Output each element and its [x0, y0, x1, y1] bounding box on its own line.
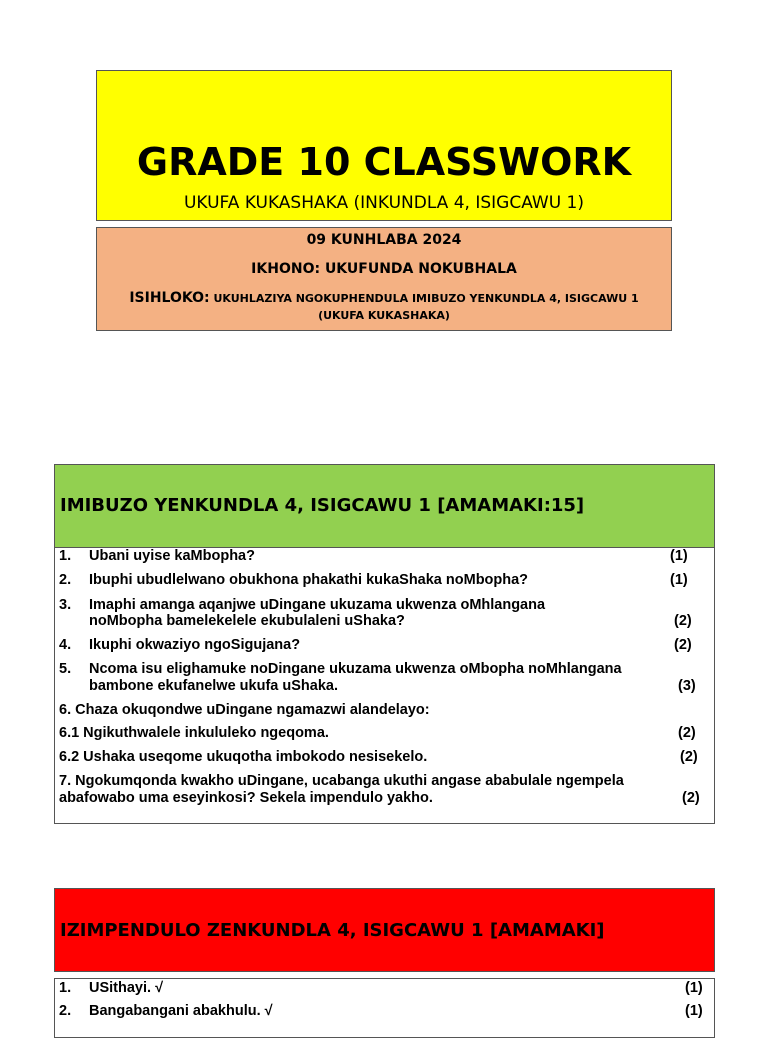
question-mark: (1) — [670, 572, 688, 588]
question-mark: (2) — [678, 725, 696, 741]
question-7-line-2: abafowabo uma eseyinkosi? Sekela impendulo yakho. — [59, 790, 433, 806]
question-6: 6. Chaza okuqondwe uDingane ngamazwi alandelayo: — [59, 702, 430, 718]
question-number: 3. — [59, 597, 72, 613]
question-mark: (3) — [678, 678, 696, 694]
question-2 — [59, 572, 528, 589]
answer-number: 1. — [59, 980, 72, 996]
question-mark: (2) — [682, 790, 700, 806]
question-text: Ikuphi okwaziyo ngoSigujana? — [89, 637, 301, 653]
answer-mark: (1) — [685, 1003, 703, 1019]
date-line: 09 KUNHLABA 2024 — [306, 232, 462, 248]
skill-line: IKHONO: UKUFUNDA NOKUBHALA — [251, 261, 517, 277]
answer-text: Bangabangani abakhulu. √ — [89, 1003, 273, 1019]
question-number: 1. — [59, 548, 72, 564]
topic-text: UKUHLAZIYA NGOKUPHENDULA IMIBUZO YENKUNDLA 4, ISIGCAWU 1 — [213, 292, 639, 305]
question-number: 5. — [59, 661, 72, 677]
topic-label: ISIHLOKO: — [129, 290, 210, 306]
answer-1 — [59, 980, 163, 997]
question-mark: (2) — [680, 749, 698, 765]
question-5 — [59, 661, 622, 678]
question-text: Ubani uyise kaMbopha? — [89, 548, 255, 564]
topic-line — [0, 290, 768, 324]
question-text: Ncoma isu elighamuke noDingane ukuzama ukwenza oMbopha noMhlangana — [89, 661, 622, 677]
answer-text: USithayi. √ — [89, 980, 164, 996]
question-number: 2. — [59, 572, 72, 588]
answer-2 — [59, 1003, 273, 1020]
question-number: 4. — [59, 637, 72, 653]
question-text: Imaphi amanga aqanjwe uDingane ukuzama ukwenza oMhlangana — [89, 597, 546, 613]
question-1 — [59, 548, 255, 565]
answer-number: 2. — [59, 1003, 72, 1019]
question-3-line-2: noMbopha bamelekelele ekubulaleni uShaka? — [89, 613, 405, 629]
question-5-line-2: bambone ekufanelwe ukufa uShaka. — [89, 678, 338, 694]
question-6-1: 6.1 Ngikuthwalele inkululeko ngeqoma. — [59, 725, 329, 741]
answer-mark: (1) — [685, 980, 703, 996]
topic-text-2: (UKUFA KUKASHAKA) — [318, 309, 450, 322]
question-text: Ibuphi ubudlelwano obukhona phakathi kukaShaka noMbopha? — [89, 572, 529, 588]
question-mark: (2) — [674, 613, 692, 629]
question-4 — [59, 637, 300, 654]
page-subtitle: UKUFA KUKASHAKA (INKUNDLA 4, ISIGCAWU 1) — [183, 193, 584, 213]
question-3 — [59, 597, 545, 614]
question-7: 7. Ngokumqonda kwakho uDingane, ucabanga ukuthi angase ababulale ngempela — [59, 773, 624, 789]
questions-header: IMIBUZO YENKUNDLA 4, ISIGCAWU 1 [AMAMAKI:15] — [60, 495, 585, 516]
page-title: GRADE 10 CLASSWORK — [136, 140, 632, 184]
question-6-2: 6.2 Ushaka useqome ukuqotha imbokodo nesisekelo. — [59, 749, 428, 765]
question-mark: (2) — [674, 637, 692, 653]
question-mark: (1) — [670, 548, 688, 564]
answers-header: IZIMPENDULO ZENKUNDLA 4, ISIGCAWU 1 [AMAMAKI] — [60, 920, 605, 941]
